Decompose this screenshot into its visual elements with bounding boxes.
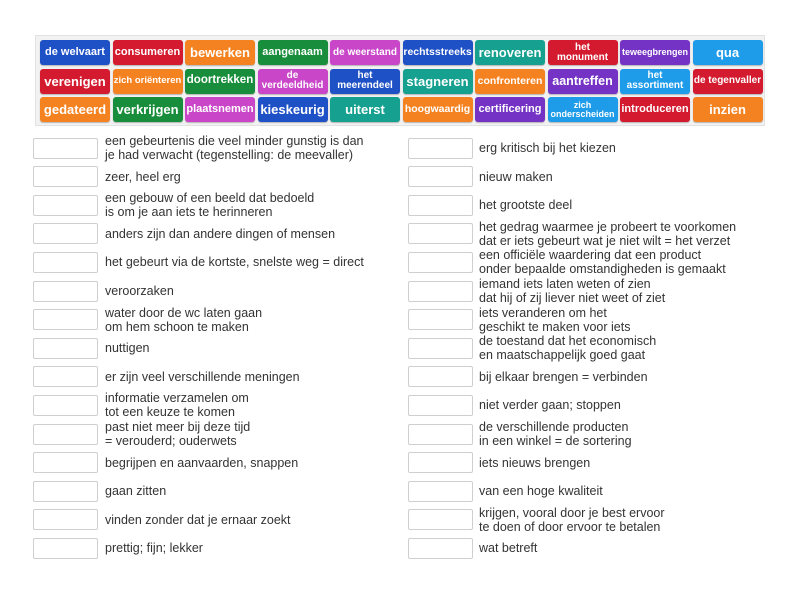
word-tile-label: zich oriënteren — [113, 75, 182, 87]
word-tile-label: het meerendeel — [337, 70, 393, 91]
word-tile-label: hoogwaardig — [404, 103, 471, 116]
right-answer-slot[interactable] — [408, 424, 473, 445]
word-tile[interactable] — [258, 69, 328, 94]
left-definition: gaan zitten — [105, 484, 167, 499]
right-definition: het grootste deel — [479, 198, 573, 213]
right-definition: nieuw maken — [479, 169, 553, 184]
word-tile-label: confronteren — [477, 74, 543, 87]
word-tile-label: qua — [715, 45, 740, 60]
word-tile[interactable] — [330, 69, 400, 94]
left-definition: anders zijn dan andere dingen of mensen — [105, 226, 336, 241]
word-tile[interactable] — [475, 69, 545, 94]
word-tile[interactable] — [40, 97, 110, 122]
word-tile[interactable] — [330, 97, 400, 122]
right-answer-slot[interactable] — [408, 366, 473, 387]
word-tile-label: introduceren — [621, 103, 689, 115]
right-answer-slot[interactable] — [408, 538, 473, 559]
right-definition: de toestand dat het economisch en maatschappelijk goed gaat — [479, 334, 657, 363]
left-answer-slot[interactable] — [33, 223, 98, 244]
left-answer-slot[interactable] — [33, 538, 98, 559]
left-definition: het gebeurt via de kortste, snelste weg = direct — [105, 255, 364, 270]
word-tile-label: het assortiment — [626, 70, 684, 91]
left-answer-slot[interactable] — [33, 481, 98, 502]
right-definition: bij elkaar brengen = verbinden — [479, 369, 648, 384]
word-tile[interactable] — [403, 69, 473, 94]
word-tile-bank — [35, 35, 765, 126]
word-tile-label: renoveren — [478, 45, 542, 60]
right-answer-slot[interactable] — [408, 195, 473, 216]
word-tile[interactable] — [693, 69, 763, 94]
word-tile[interactable] — [113, 69, 183, 94]
right-definition: iemand iets laten weten of zien dat hij of zij liever niet weet of ziet — [479, 277, 666, 305]
word-tile-label: consumeren — [114, 46, 181, 58]
word-tile[interactable] — [620, 97, 690, 122]
left-answer-slot[interactable] — [33, 338, 98, 359]
word-tile-label: de welvaart — [45, 46, 105, 58]
left-answer-slot[interactable] — [33, 252, 98, 273]
word-tile[interactable] — [548, 69, 618, 94]
left-answer-slot[interactable] — [33, 424, 98, 445]
word-tile-label: kieskeurig — [260, 102, 325, 117]
right-definition: niet verder gaan; stoppen — [479, 398, 621, 413]
word-tile[interactable] — [620, 40, 690, 65]
word-tile[interactable] — [185, 40, 255, 65]
word-tile-label: bewerken — [190, 45, 250, 60]
word-tile[interactable] — [40, 40, 110, 65]
word-tile-label: het monument — [556, 41, 609, 63]
right-answer-slot[interactable] — [408, 223, 473, 244]
word-tile-label: aantreffen — [552, 73, 613, 88]
word-tile[interactable] — [258, 97, 328, 122]
right-definition: iets nieuws brengen — [479, 455, 591, 470]
right-answer-slot[interactable] — [408, 338, 473, 359]
word-tile[interactable] — [113, 97, 183, 122]
left-definition: een gebouw of een beeld dat bedoeld is om je aan iets te herinneren — [105, 191, 315, 220]
right-answer-slot[interactable] — [408, 166, 473, 187]
word-tile-label: zich onderscheiden — [550, 99, 615, 119]
right-answer-slot[interactable] — [408, 252, 473, 273]
word-tile[interactable] — [185, 97, 255, 122]
right-definition: een officiële waardering dat een product onder bepaalde omstandigheden is gemaakt — [479, 248, 726, 277]
word-tile-label: stagneren — [406, 73, 469, 89]
left-answer-slot[interactable] — [33, 195, 98, 216]
right-definition: wat betreft — [479, 541, 538, 556]
left-definition: zeer, heel erg — [105, 169, 181, 184]
word-tile[interactable] — [185, 69, 255, 94]
right-answer-slot[interactable] — [408, 309, 473, 330]
right-answer-slot[interactable] — [408, 395, 473, 416]
word-tile-label: aangenaam — [262, 46, 323, 58]
left-answer-slot[interactable] — [33, 166, 98, 187]
right-answer-slot[interactable] — [408, 281, 473, 302]
left-definition: begrijpen en aanvaarden, snappen — [105, 455, 299, 470]
word-tile-label: plaatsnemen — [186, 103, 254, 115]
word-tile-label: certificering — [478, 103, 542, 115]
word-tile-label: de weerstand — [333, 46, 397, 58]
word-tile[interactable] — [258, 40, 328, 65]
word-tile[interactable] — [330, 40, 400, 65]
left-definition: nuttigen — [105, 341, 150, 356]
word-tile[interactable] — [40, 69, 110, 94]
right-definition: krijgen, vooral door je best ervoor te doen of door ervoor te betalen — [479, 505, 665, 534]
left-definition: een gebeurtenis die veel minder gunstig is dan je had verwacht (tegenstelling: de meevaller) — [105, 134, 364, 162]
word-tile[interactable] — [475, 97, 545, 122]
right-definition: erg kritisch bij het kiezen — [479, 141, 616, 155]
word-tile-label: doortrekken — [186, 74, 254, 87]
left-definition: prettig; fijn; lekker — [105, 541, 203, 556]
word-tile-label: teweegbrengen — [621, 47, 688, 57]
left-answer-slot[interactable] — [33, 395, 98, 416]
word-tile-label: de verdeeldheid — [261, 70, 324, 91]
word-tile[interactable] — [548, 40, 618, 65]
word-tile[interactable] — [693, 40, 763, 65]
word-tile-label: rechtsstreeks — [403, 46, 472, 59]
right-answer-slot[interactable] — [408, 481, 473, 502]
word-tile[interactable] — [113, 40, 183, 65]
word-tile[interactable] — [693, 97, 763, 122]
word-tile-label: verenigen — [44, 73, 106, 89]
left-definition: vinden zonder dat je ernaar zoekt — [105, 512, 291, 527]
left-definition: er zijn veel verschillende meningen — [105, 369, 300, 384]
left-answer-slot[interactable] — [33, 452, 98, 473]
left-answer-slot[interactable] — [33, 138, 98, 159]
word-tile[interactable] — [475, 40, 545, 65]
left-definition: informatie verzamelen om tot een keuze te komen — [105, 391, 249, 420]
word-tile-label: inzien — [709, 102, 746, 117]
right-definition: de verschillende producten in een winkel = de sortering — [479, 420, 632, 448]
right-answer-slot[interactable] — [408, 138, 473, 159]
word-tile[interactable] — [403, 97, 473, 122]
word-tile-label: uiterst — [345, 102, 385, 117]
right-answer-slot[interactable] — [408, 452, 473, 473]
right-answer-slot[interactable] — [408, 509, 473, 530]
word-tile[interactable] — [548, 97, 618, 122]
word-tile-label: verkrijgen — [116, 102, 179, 117]
left-definition: water door de wc laten gaan om hem schoon te maken — [105, 305, 263, 334]
right-definition: iets veranderen om het geschikt te maken voor iets — [479, 305, 631, 334]
left-answer-slot[interactable] — [33, 309, 98, 330]
word-tile-label: de tegenvaller — [693, 75, 762, 86]
left-answer-slot[interactable] — [33, 509, 98, 530]
right-definition: van een hoge kwaliteit — [479, 484, 603, 499]
word-tile[interactable] — [620, 69, 690, 94]
left-definition: veroorzaken — [105, 284, 174, 298]
right-definition: het gedrag waarmee je probeert te voorkomen dat er iets gebeurt wat je niet wilt = het verzet — [479, 219, 737, 248]
word-tile[interactable] — [403, 40, 473, 65]
left-answer-slot[interactable] — [33, 281, 98, 302]
word-tile-label: gedateerd — [43, 102, 107, 117]
left-definition: past niet meer bij deze tijd = verouderd; ouderwets — [105, 420, 251, 448]
left-answer-slot[interactable] — [33, 366, 98, 387]
